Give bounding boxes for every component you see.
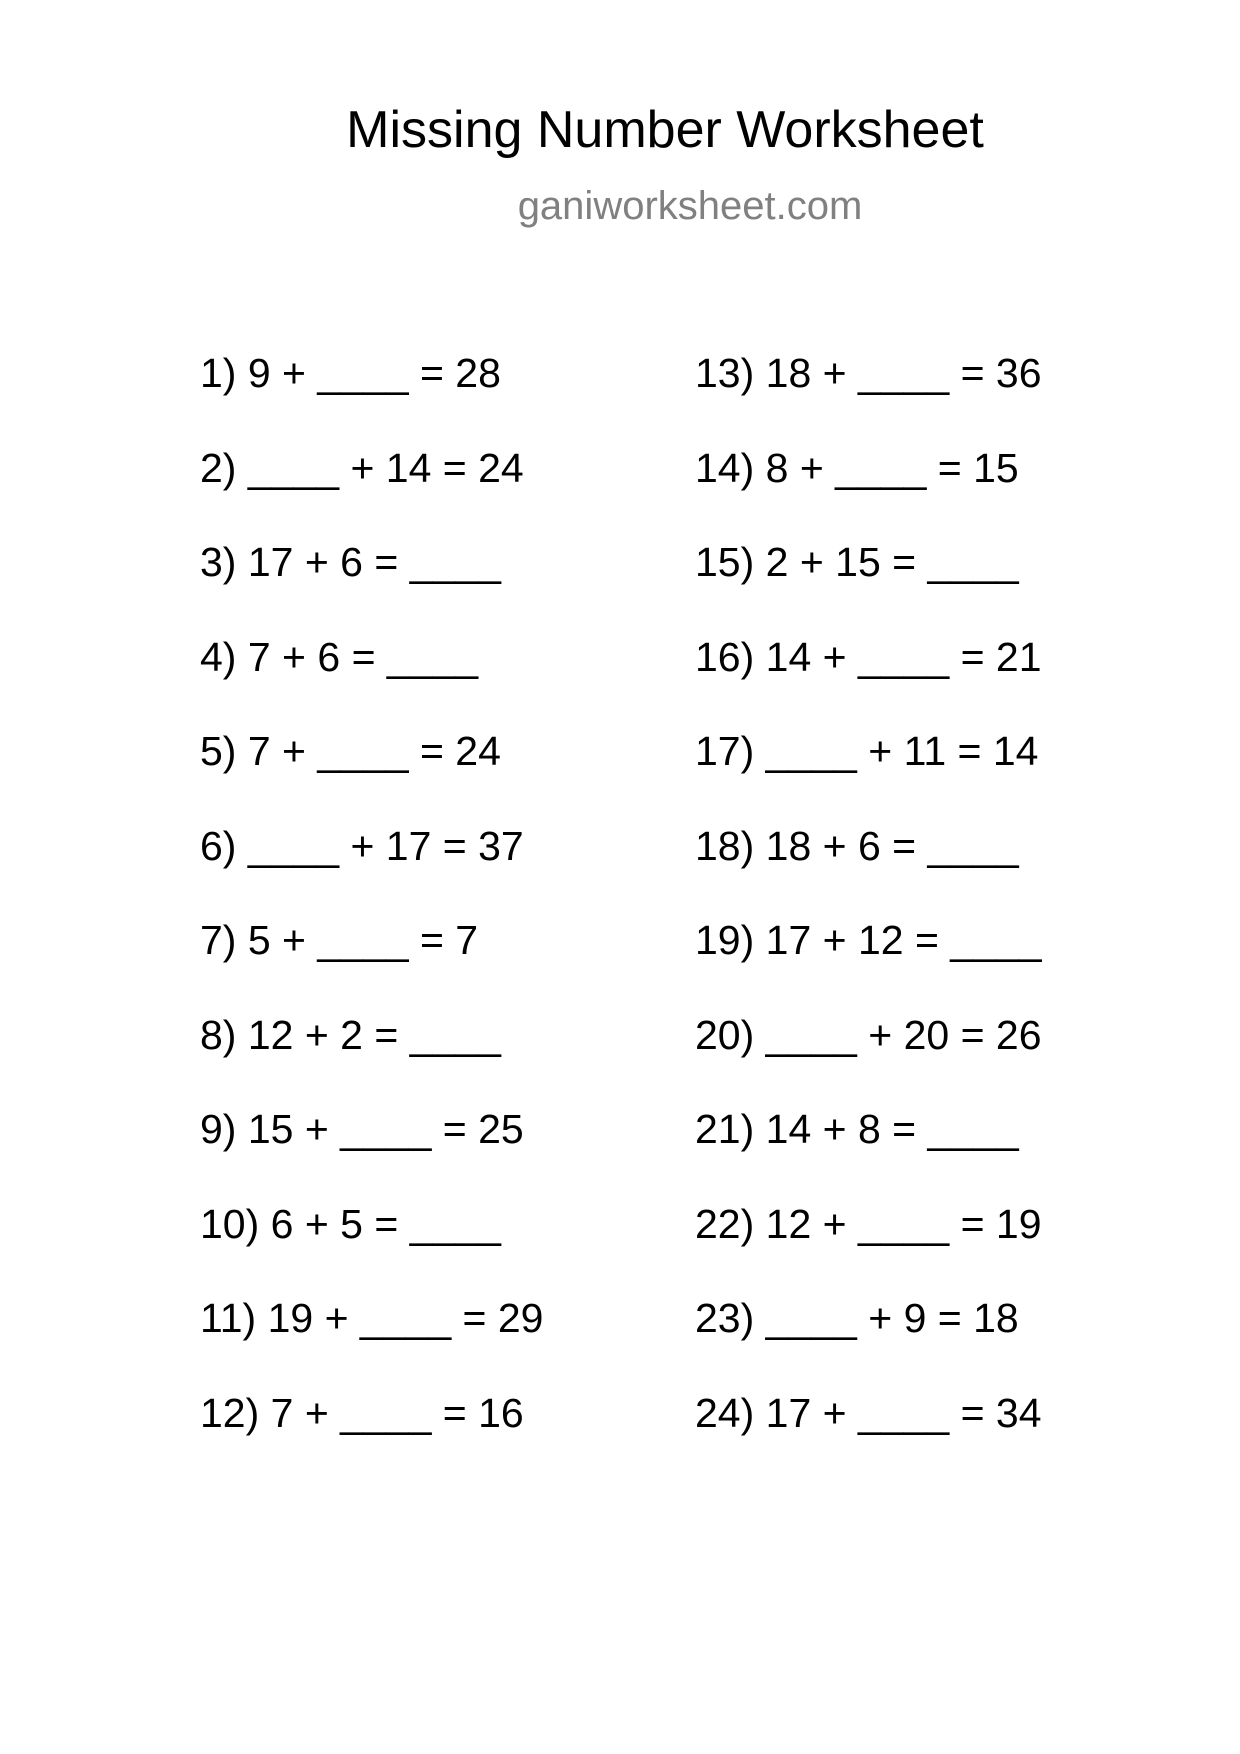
- problem: 16) 14 + ____ = 21: [695, 633, 1042, 680]
- problem: 12) 7 + ____ = 16: [200, 1389, 524, 1436]
- problem: 2) ____ + 14 = 24: [200, 444, 524, 491]
- problem: 23) ____ + 9 = 18: [695, 1295, 1019, 1341]
- problem: 14) 8 + ____ = 15: [695, 444, 1019, 491]
- problem: 6) ____ + 17 = 37: [200, 822, 524, 869]
- problems-left-column: [200, 345, 543, 1479]
- problem: 11) 19 + ____ = 29: [200, 1295, 544, 1341]
- problem: 18) 18 + 6 = ____: [695, 822, 1019, 869]
- problem: 24) 17 + ____ = 34: [695, 1389, 1042, 1436]
- page-title: Missing Number Worksheet: [346, 101, 984, 159]
- problem: 17) ____ + 11 = 14: [695, 728, 1039, 774]
- problem: 9) 15 + ____ = 25: [200, 1106, 524, 1152]
- problem: 7) 5 + ____ = 7: [200, 917, 479, 963]
- problem: 1) 9 + ____ = 28: [200, 350, 501, 396]
- problem: 4) 7 + 6 = ____: [200, 633, 479, 680]
- problem: 21) 14 + 8 = ____: [695, 1106, 1019, 1152]
- site-url: ganiworksheet.com: [517, 184, 863, 228]
- problem: 13) 18 + ____ = 36: [695, 350, 1042, 396]
- problems-right-column: [695, 345, 1042, 1479]
- problem: 19) 17 + 12 = ____: [695, 917, 1042, 963]
- problem: 20) ____ + 20 = 26: [695, 1011, 1042, 1058]
- problem: 22) 12 + ____ = 19: [695, 1200, 1042, 1247]
- problem: 5) 7 + ____ = 24: [200, 728, 501, 774]
- problem: 15) 2 + 15 = ____: [695, 539, 1019, 585]
- problem: 8) 12 + 2 = ____: [200, 1011, 501, 1058]
- problem: 10) 6 + 5 = ____: [200, 1200, 501, 1247]
- problem: 3) 17 + 6 = ____: [200, 539, 501, 585]
